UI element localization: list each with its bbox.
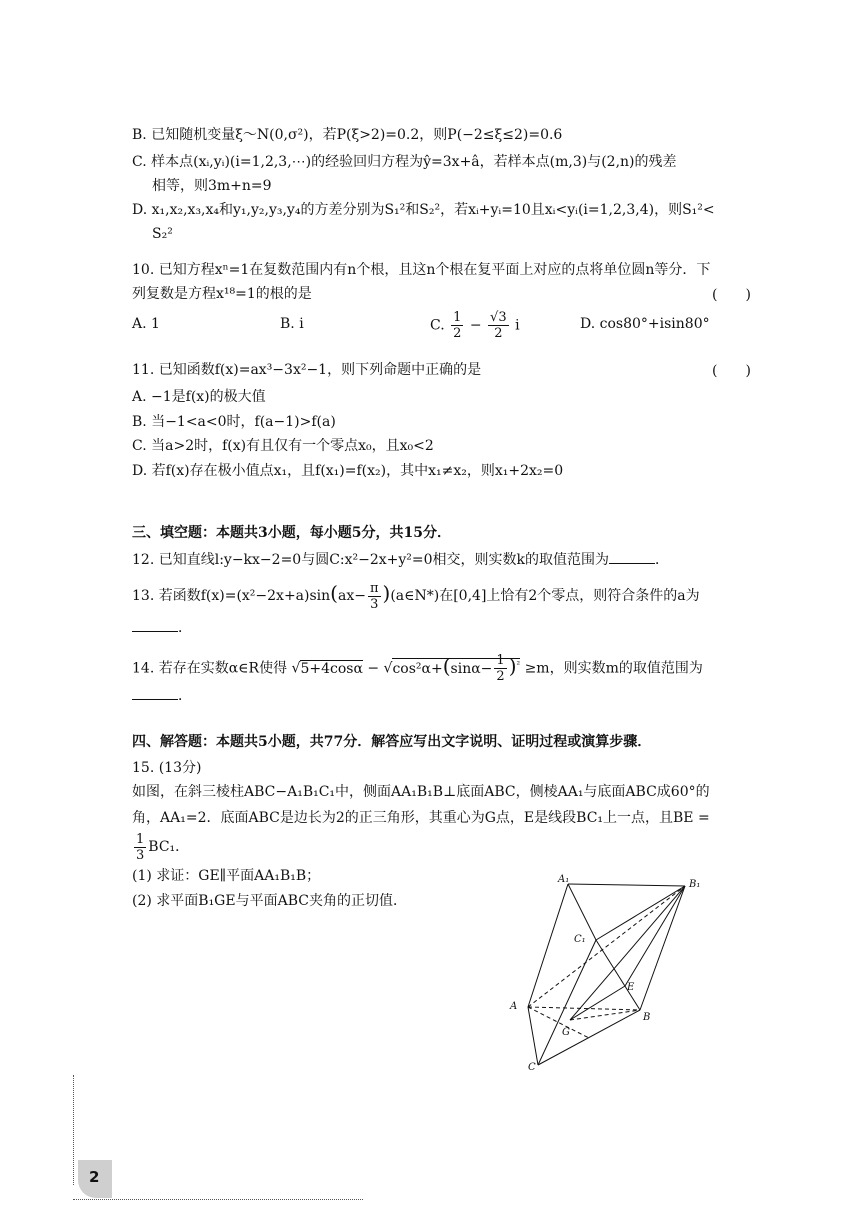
edge-ab1-dashed [528,886,685,1007]
edge-cb [538,1010,640,1065]
q14-answer-line [132,685,192,706]
q13-answer-line [132,617,192,638]
q14-post: ≥m，则实数m的取值范围为 [524,660,703,677]
label-a: A [510,1001,518,1012]
page-number: 2 [89,1168,100,1186]
edge-a1b1 [568,884,685,886]
q9-option-b: B. 已知随机变量ξ～N(0,σ²)，若P(ξ>2)=0.2，则P(−2≤ξ≤2)=0.6 [132,127,563,143]
label-c: C [528,1062,536,1073]
edge-a1c1 [568,884,596,940]
q9-option-c-line1: C. 样本点(xᵢ,yᵢ)(i=1,2,3,⋯)的经验回归方程为ŷ=3x+â，若样本点(m,3)与(2,n)的残差 [132,154,677,170]
edge-c1c [538,940,596,1065]
edge-bb1 [640,886,685,1010]
q15-number: 15. (13分) [132,760,202,776]
q10-stem-line1: 10. 已知方程xⁿ=1在复数范围内有n个根，且这n个根在复平面上对应的点将单位圆n等分．下 [132,262,711,278]
label-b1: B₁ [689,879,701,890]
q13-end: ． [178,620,192,636]
q15-sub1: (1) 求证：GE∥平面AA₁B₁B； [132,868,321,884]
q10-answer-paren: ( ) [712,287,751,303]
label-e: E [627,982,635,993]
q14-minus: − [367,660,380,677]
section-3-heading: 三、填空题：本题共3小题，每小题5分，共15分． [132,525,451,541]
q10-option-b: B. i [280,316,304,332]
q10-c-suffix: i [515,317,520,334]
label-c1: C₁ [574,934,586,945]
q10-option-c [430,310,520,341]
q9-option-d-line1: D. x₁,x₂,x₃,x₄和y₁,y₂,y₃,y₄的方差分别为S₁²和S₂²，若xᵢ+yᵢ=10且xᵢ<yᵢ(i=1,2,3,4)，则S₁²< [132,202,715,218]
q15-para-line3 [132,830,189,864]
edge-a1a [528,884,568,1007]
q9-option-c-line2: 相等，则3m+n=9 [152,178,272,194]
edge-gb-dashed [570,1010,640,1020]
q10-c-frac2: $\frac{√3}{2}$ [490,310,507,341]
edge-ac [528,1007,538,1065]
q13-post: (a∈N*)在[0,4]上恰有2个零点，则符合条件的a为 [390,588,700,604]
q15-para-line2: 角，AA₁=2．底面ABC是边长为2的正三角形，其重心为G点，E是线段BC₁上一点，且BE = [132,810,710,826]
q10-c-prefix: C. [430,317,445,334]
section-4-heading: 四、解答题：本题共5小题，共77分．解答应写出文字说明、证明过程或演算步骤． [132,734,652,750]
q14-sqrt1: √5+4cosα [291,660,363,677]
edge-gb1 [570,886,685,1020]
q12-end: ． [655,552,670,568]
q10-stem-line2: 列复数是方程x¹⁸=1的根的是 [132,286,312,302]
edge-c1b1 [596,886,685,940]
q11-option-b: B. 当−1<a<0时，f(a−1)>f(a) [132,414,336,430]
q15-para-line1: 如图，在斜三棱柱ABC−A₁B₁C₁中，侧面AA₁B₁B⊥底面ABC，侧棱AA₁与底面ABC成60°的 [132,784,710,800]
q14-end: ． [178,688,192,704]
q15-p3-rest: BC₁． [148,839,190,855]
page-number-tab [78,1160,112,1198]
q12-blank [609,549,655,564]
edge-ge [570,986,625,1020]
q13-frac: $\frac{\pi}{3}$ [369,580,379,612]
label-a1: A₁ [558,874,570,885]
q14-text [132,648,703,686]
q14-blank [132,685,178,700]
label-b: B [643,1012,651,1023]
edge-eb1 [625,886,685,986]
q13-pre: 13. 若函数f(x)=(x²−2x+a)sin [132,588,331,604]
q11-option-a: A. −1是f(x)的极大值 [132,389,266,405]
q10-option-d: D. cos80°+isin80° [580,316,710,332]
edge-a-mid-dashed [528,1007,589,1038]
page-border-dotted-vertical [73,1075,74,1185]
q15-frac: $\frac{1}{3}$ [136,831,145,863]
q9-option-d-line2: S₂² [152,226,173,242]
q12-stem: 12. 已知直线l:y−kx−2=0与圆C:x²−2x+y²=0相交，则实数k的取值范围为 [132,552,610,568]
q14-pre: 14. 若存在实数α∈R使得 [132,660,288,677]
page-border-dotted-horizontal [73,1199,363,1200]
prism-figure [500,870,710,1075]
q13-blank [132,617,178,632]
q15-sub2: (2) 求平面B₁GE与平面ABC夹角的正切值． [132,893,407,909]
q12-text [132,549,669,570]
q11-answer-paren: ( ) [712,363,751,379]
q13-text: 13. 若函数f(x)=(x²−2x+a)sin(ax− $\frac{\pi}{3}$ )(a∈N*)在[0,4]上恰有2个零点，则符合条件的a为 [132,580,700,612]
q10-c-minus: − [469,317,482,334]
q10-option-a: A. 1 [132,316,160,332]
label-g: G [562,1027,570,1038]
q11-stem: 11. 已知函数f(x)=ax³−3x²−1，则下列命题中正确的是 [132,362,482,378]
q10-c-frac1: $\frac{1}{2}$ [453,310,462,341]
edge-ab-dashed [528,1007,640,1010]
q14-sqrt2: √cos²α+(sinα− $\frac{1}{2}$ )$^{^2}$ [383,653,521,685]
q13-inner: ax− [337,588,366,604]
q11-option-c: C. 当a>2时，f(x)有且仅有一个零点x₀，且x₀<2 [132,438,434,454]
q11-option-d: D. 若f(x)存在极小值点x₁，且f(x₁)=f(x₂)，其中x₁≠x₂，则x₁+2x₂=0 [132,463,564,479]
